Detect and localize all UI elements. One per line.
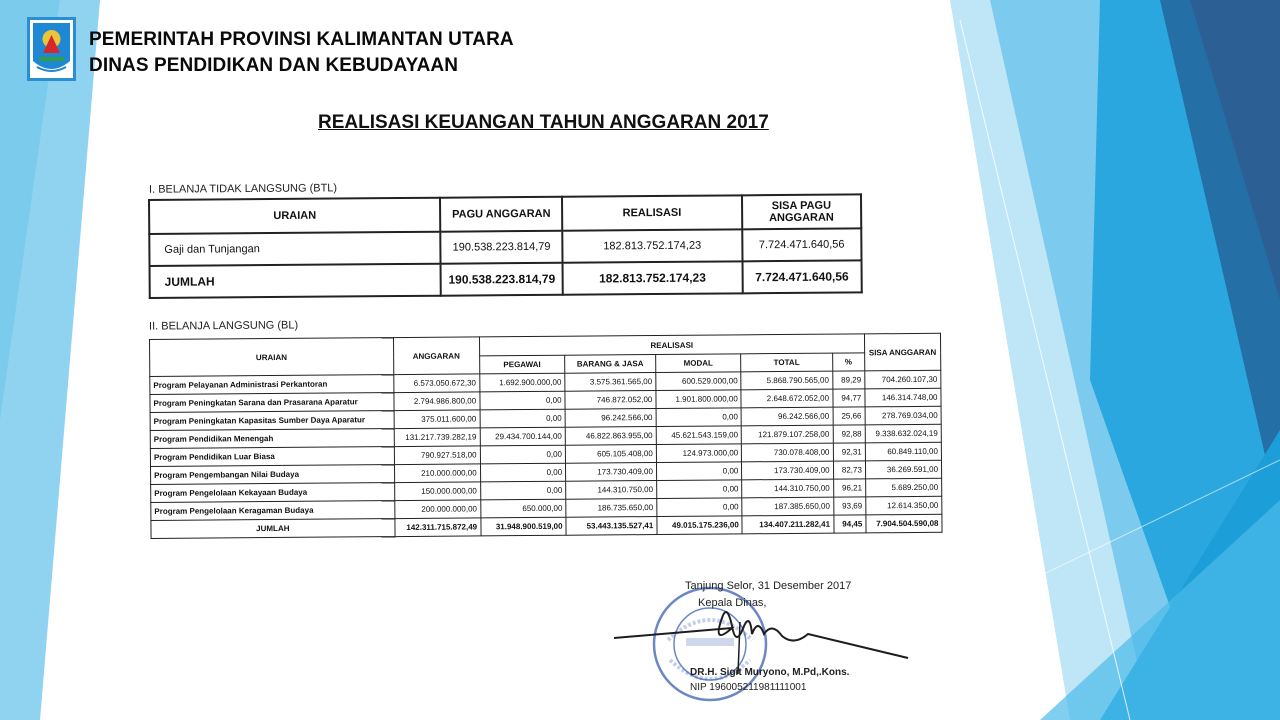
bl-header-realisasi: REALISASI <box>479 334 864 356</box>
bl-cell: 0,00 <box>480 445 566 464</box>
bl-cell: 278.769.034,00 <box>865 406 941 425</box>
bl-cell: 605.105.408,00 <box>565 445 656 464</box>
bl-cell: 36.269.591,00 <box>865 460 941 479</box>
document-title: REALISASI KEUANGAN TAHUN ANGGARAN 2017 <box>318 112 769 133</box>
bl-cell: 93,69 <box>833 497 865 515</box>
btl-cell: 190.538.223.814,79 <box>441 231 563 264</box>
bl-header-barang-jasa: BARANG & JASA <box>565 355 656 374</box>
bl-cell: 60.849.110,00 <box>865 442 941 461</box>
bl-cell: 94,45 <box>833 515 865 533</box>
bl-cell: 187.385.650,00 <box>742 497 833 516</box>
bl-cell: Program Pengembangan Nilai Budaya <box>151 465 395 485</box>
bl-header-percent: % <box>832 353 864 371</box>
btl-cell: 182.813.752.174,23 <box>562 229 742 262</box>
btl-cell: JUMLAH <box>150 264 442 298</box>
bl-cell: 49.015.175.236,00 <box>657 516 743 535</box>
bl-cell: 5.689.250,00 <box>865 478 941 497</box>
bl-cell: Program Pendidikan Menengah <box>150 429 394 449</box>
bl-header-modal: MODAL <box>655 354 741 373</box>
btl-cell: 7.724.471.640,56 <box>742 260 862 293</box>
bl-header-pegawai: PEGAWAI <box>479 355 565 374</box>
bl-cell: 730.078.408,00 <box>742 443 833 462</box>
bl-cell: 5.868.790.565,00 <box>741 371 832 390</box>
bl-cell: 96.242.566,00 <box>565 409 656 428</box>
btl-header-sisa: SISA PAGU ANGGARAN <box>742 194 862 229</box>
bl-cell: 134.407.211.282,41 <box>742 515 833 534</box>
bl-cell: 46.822.863.955,00 <box>565 427 656 446</box>
btl-header-realisasi: REALISASI <box>562 195 742 230</box>
province-logo <box>27 17 76 81</box>
bl-cell: 200.000.000,00 <box>394 500 480 519</box>
bl-cell: 2.794.986.800,00 <box>394 392 480 411</box>
bl-cell: 92,31 <box>833 443 865 461</box>
bl-cell: Program Pendidikan Luar Biasa <box>150 447 394 467</box>
signature-title: Kepala Dinas, <box>698 597 767 609</box>
bl-header-total: TOTAL <box>741 353 832 372</box>
bl-cell: 94,77 <box>832 389 864 407</box>
btl-cell: 7.724.471.640,56 <box>742 228 862 261</box>
bl-cell: 0,00 <box>480 481 566 500</box>
bl-cell: 1.901.800.000,00 <box>656 390 742 409</box>
bl-header-uraian: URAIAN <box>150 338 394 377</box>
bl-cell: 0,00 <box>656 408 742 427</box>
bl-cell: Program Peningkatan Kapasitas Sumber Daya Aparatur <box>150 411 394 431</box>
bl-header-anggaran: ANGGARAN <box>393 337 479 375</box>
bl-cell: JUMLAH <box>151 519 395 539</box>
bl-cell: Program Pengelolaan Kekayaan Budaya <box>151 483 395 503</box>
bl-cell: Program Pengelolaan Keragaman Budaya <box>151 501 395 521</box>
bl-cell: 6.573.050.672,30 <box>393 374 479 393</box>
btl-cell: 182.813.752.174,23 <box>563 261 743 294</box>
bl-table <box>149 333 943 539</box>
bl-cell: 600.529.000,00 <box>656 372 742 391</box>
bl-cell: 92,88 <box>833 425 865 443</box>
bl-cell: 31.948.900.519,00 <box>481 517 567 536</box>
bl-cell: 45.621.543.159,00 <box>656 426 742 445</box>
bl-cell: 3.575.361.565,00 <box>565 373 656 392</box>
bl-cell: 2.648.672.052,00 <box>741 389 832 408</box>
bl-cell: 375.011.600,00 <box>394 410 480 429</box>
bl-cell: 150.000.000,00 <box>394 482 480 501</box>
btl-cell: Gaji dan Tunjangan <box>149 232 441 266</box>
bl-cell: 0,00 <box>656 480 742 499</box>
bl-cell: 0,00 <box>480 391 566 410</box>
bl-cell: 173.730.409,00 <box>742 461 833 480</box>
header-line-1: PEMERINTAH PROVINSI KALIMANTAN UTARA <box>89 29 514 50</box>
bl-cell: 121.879.107.258,00 <box>741 425 832 444</box>
bl-cell: 12.614.350,00 <box>866 496 942 515</box>
btl-header-uraian: URAIAN <box>149 198 441 234</box>
btl-cell: 190.538.223.814,79 <box>441 263 563 296</box>
signature-scribble <box>612 598 912 678</box>
btl-section-label: I. BELANJA TIDAK LANGSUNG (BTL) <box>148 182 338 196</box>
header-line-2: DINAS PENDIDIKAN DAN KEBUDAYAAN <box>89 55 459 76</box>
signature-name: DR.H. Sigit Muryono, M.Pd,.Kons. <box>690 667 850 678</box>
bl-cell: 7.904.504.590,08 <box>866 514 942 533</box>
btl-table <box>148 193 863 299</box>
bl-cell: 173.730.409,00 <box>566 463 657 482</box>
bl-cell: 53.443.135.527,41 <box>566 517 657 536</box>
bl-cell: Program Pelayanan Administrasi Perkantoran <box>150 375 394 395</box>
btl-total-row <box>150 260 862 298</box>
bl-cell: 9.338.632.024,19 <box>865 424 941 443</box>
signature-place-date: Tanjung Selor, 31 Desember 2017 <box>685 580 852 592</box>
bl-cell: 186.735.650,00 <box>566 499 657 518</box>
bl-cell: 650.000,00 <box>480 499 566 518</box>
bl-cell: 790.927.518,00 <box>394 446 480 465</box>
bl-cell: 25,66 <box>833 407 865 425</box>
bl-cell: 82,73 <box>833 461 865 479</box>
bl-cell: Program Peningkatan Sarana dan Prasarana Aparatur <box>150 393 394 413</box>
bl-cell: 142.311.715.872,49 <box>395 518 481 537</box>
bl-cell: 210.000.000,00 <box>394 464 480 483</box>
bl-cell: 96.242.566,00 <box>741 407 832 426</box>
bl-cell: 0,00 <box>480 409 566 428</box>
signature-nip: NIP 196005211981111001 <box>690 682 807 693</box>
bl-cell: 144.310.750,00 <box>742 479 833 498</box>
bl-cell: 29.434.700.144,00 <box>480 427 566 446</box>
bl-cell: 0,00 <box>480 463 566 482</box>
bl-section-label: II. BELANJA LANGSUNG (BL) <box>148 319 299 333</box>
bl-cell: 89,29 <box>832 371 864 389</box>
bl-cell: 0,00 <box>657 498 743 517</box>
btl-header-pagu: PAGU ANGGARAN <box>440 197 562 232</box>
bl-cell: 144.310.750,00 <box>566 481 657 500</box>
bl-cell: 96,21 <box>833 479 865 497</box>
bl-cell: 0,00 <box>656 462 742 481</box>
bl-cell: 124.973.000,00 <box>656 444 742 463</box>
bl-header-sisa: SISA ANGGARAN <box>864 333 940 371</box>
bl-cell: 131.217.739.282,19 <box>394 428 480 447</box>
bl-cell: 704.260.107,30 <box>865 370 941 389</box>
bl-cell: 146.314.748,00 <box>865 388 941 407</box>
bl-cell: 1.692.900.000,00 <box>479 373 565 392</box>
left-decor-band <box>0 0 100 720</box>
bl-cell: 746.872.052,00 <box>565 391 656 410</box>
right-decor-panels <box>950 0 1280 720</box>
